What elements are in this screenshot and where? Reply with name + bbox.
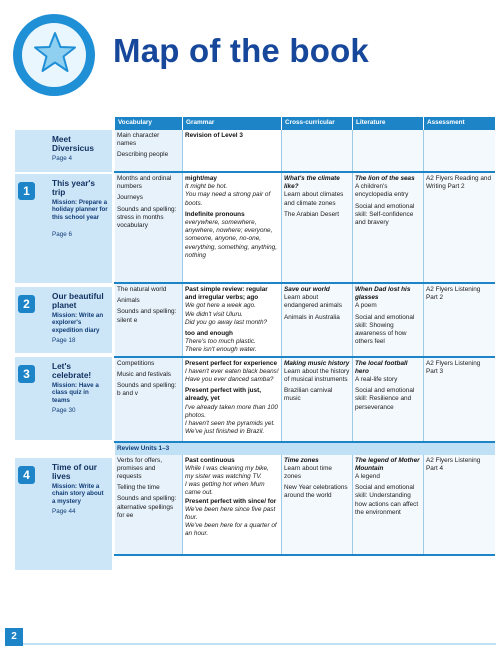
grammar-cell-line: Have you ever danced samba? [185,376,274,384]
vocabulary-cell-line: Months and ordinal numbers [117,175,172,191]
review-row [115,442,495,455]
unit-label-2[interactable] [15,287,112,353]
vocabulary-cell [115,172,183,283]
cross-curricular-cell-line: Learn about time zones [284,464,332,481]
vocabulary-cell [115,130,183,172]
literature-cell-line: Social and emotional skill: Self-confidence and bravery [355,202,415,227]
literature-cell [353,357,424,442]
cross-curricular-cell-line: Brazilian carnival music [284,387,333,403]
cross-curricular-cell [282,172,353,283]
assessment-cell [424,130,495,172]
grammar-cell-line: I was getting hot when Mum came out. [185,481,265,497]
grammar-cell [183,455,282,555]
vocabulary-cell-line: Sounds and spelling: b and v [117,382,177,398]
literature-cell-line: The local football hero [355,359,408,375]
cross-curricular-cell [282,455,353,555]
cross-curricular-cell-line: Save our world [284,286,330,293]
assessment-cell-line: A2 Flyers Listening Part 2 [426,286,481,302]
cross-curricular-cell-line: New Year celebrations around the world [284,484,348,500]
grammar-cell-line: We've been here for a quarter of an hour. [185,522,277,538]
grammar-cell-line: I've already taken more than 100 photos. [185,403,278,419]
literature-cell-line: Social and emotional skill: Understanding how actions can affect the environment [355,484,419,516]
literature-cell-line: A poem [355,302,377,310]
grammar-cell-line: Revision of Level 3 [185,132,243,139]
header-grammar: Grammar [183,117,282,130]
cross-curricular-cell [282,130,353,172]
header-cross-curricular: Cross-curricular [282,117,353,130]
vocabulary-cell-line: Sounds and spelling: stress in months vocabulary [117,205,177,230]
vocabulary-cell-line: Verbs for offers, promises and requests [117,456,162,481]
header-literature: Literature [353,117,424,130]
assessment-cell [424,357,495,442]
cross-curricular-cell-line: Animals in Australia [284,313,340,321]
vocabulary-cell [115,357,183,442]
literature-cell-line: A real-life story [355,376,398,384]
grammar-cell-line: Indefinite pronouns [185,210,245,218]
cross-curricular-cell-line: Time zones [284,456,319,464]
footer-rule [23,643,496,645]
cross-curricular-cell-line: Learn about endangered animals [284,294,342,310]
literature-cell-line: The legend of Mother Mountain [355,456,420,472]
unit-number: 4 [18,466,35,484]
star-icon [32,30,78,76]
assessment-cell-line: A2 Flyers Listening Part 3 [426,359,481,375]
grammar-cell-line: We've been here since five past four. [185,505,276,522]
literature-cell-line: A legend [355,473,380,481]
grammar-cell [183,172,282,283]
cross-curricular-cell-line: Learn about the history of musical instruments [284,367,350,384]
page-title: Map of the book [113,32,369,69]
unit-mission: Mission: Have a class quiz in teams [52,382,99,404]
grammar-cell [183,283,282,357]
grammar-cell-line: It might be hot. [185,183,228,191]
grammar-cell-line: Present perfect with since/ for [185,497,277,505]
unit-number: 1 [18,182,35,200]
grammar-cell-line: You may need a strong pair of boots. [185,191,271,207]
literature-cell [353,172,424,283]
assessment-cell-line: A2 Flyers Listening Part 4 [426,456,481,472]
literature-cell-line: Social and emotional skill: Showing awareness of how others feel [355,313,415,346]
cross-curricular-cell-line: The Arabian Desert [284,210,340,218]
grammar-cell-line: We didn't visit Uluru. [185,310,243,318]
unit-title: Time of our lives [52,462,98,481]
vocabulary-cell [115,455,183,555]
literature-cell-line: Social and emotional skill: Resilience and perseverance [355,387,415,411]
assessment-cell [424,455,495,555]
cross-curricular-cell-line: Learn about climates and climate zones [284,191,344,207]
grammar-cell-line: We got here a week ago. [185,302,256,310]
literature-cell-line: When Dad lost his glasses [355,286,411,302]
cross-curricular-cell-line: What's the climate like? [284,175,340,191]
unit-number: 3 [18,365,35,383]
unit-mission: Mission: Write an explorer's expedition diary [52,312,104,334]
literature-cell [353,283,424,357]
unit-mission: Mission: Write a chain story about a mystery [52,483,104,505]
unit-page: Page 4 [52,155,72,162]
vocabulary-cell-line: Music and festivals [117,370,171,378]
assessment-cell-line: A2 Flyers Reading and Writing Part 2 [426,175,492,191]
vocabulary-cell-line: Sounds and spelling: silent e [117,308,177,324]
assessment-cell [424,172,495,283]
table-row [115,130,495,172]
grammar-cell-line: everywhere, somewhere, anywhere, nowhere; everyone, someone, anyone, no-one, everything, something, anything, nothing [185,219,278,259]
unit-page: Page 44 [52,507,76,515]
vocabulary-cell-line: Telling the time [117,484,160,492]
grammar-cell-line: There's too much plastic. [185,338,256,346]
unit-label-4[interactable] [15,458,112,570]
page-number: 2 [5,628,23,646]
assessment-cell [424,283,495,357]
unit-title: This year's trip [52,178,96,197]
header-vocabulary: Vocabulary [115,117,183,130]
table-row [115,283,495,357]
grammar-cell-line: Present perfect for experience [185,359,277,367]
table-row [115,172,495,283]
grammar-cell-line: Past continuous [185,456,235,464]
grammar-cell-line: Past simple review: regular and irregular verbs; ago [185,286,268,302]
vocabulary-cell-line: Competitions [117,359,155,367]
literature-cell [353,130,424,172]
literature-cell-line: The lion of the seas [355,175,415,182]
unit-title: Let's celebrate! [52,361,92,380]
cross-curricular-cell [282,357,353,442]
header-assessment: Assessment [424,117,495,130]
vocabulary-cell-line: Describing people [117,151,169,159]
unit-title: Meet Diversicus [52,134,94,153]
grammar-cell [183,357,282,442]
cross-curricular-cell [282,283,353,357]
grammar-cell-line: While I was cleaning my bike, my sister was watching TV. [185,464,269,481]
unit-page: Page 30 [52,406,76,414]
grammar-cell-line: We've just finished in Brazil. [185,428,265,436]
table-row [115,455,495,555]
unit-label-0[interactable] [15,130,112,172]
unit-label-1[interactable] [15,174,112,283]
grammar-cell-line: Did you go away last month? [185,318,268,326]
grammar-cell [183,130,282,172]
grammar-cell-line: might/may [185,175,217,182]
vocabulary-cell-line: Main character names [117,132,160,148]
literature-cell [353,455,424,555]
grammar-cell-line: too and enough [185,330,233,338]
cross-curricular-cell-line: Making music history [284,359,350,367]
unit-title: Our beautiful planet [52,291,104,310]
unit-number: 2 [18,295,35,313]
unit-page: Page 6 [52,231,72,239]
grammar-cell-line: I haven't seen the pyramids yet. [185,420,276,428]
unit-mission: Mission: Prepare a holiday planner for this school year [52,199,108,221]
vocabulary-cell [115,283,183,357]
vocabulary-cell-line: Animals [117,297,140,305]
grammar-cell-line: I haven't ever eaten black beans! [185,367,279,375]
vocabulary-cell-line: The natural world [117,286,167,293]
unit-label-3[interactable] [15,357,112,440]
table-row [115,357,495,442]
vocabulary-cell-line: Sounds and spelling: alternative spellings for ee [117,495,177,519]
review-label: Review Units 1–3 [115,442,495,455]
vocabulary-cell-line: Journeys [117,194,143,202]
grammar-cell-line: Present perfect with just, already, yet [185,387,261,403]
literature-cell-line: A children's encyclopedia entry [355,183,409,199]
unit-page: Page 18 [52,336,76,344]
book-map-table [114,117,495,556]
grammar-cell-line: There isn't enough water. [185,346,257,354]
